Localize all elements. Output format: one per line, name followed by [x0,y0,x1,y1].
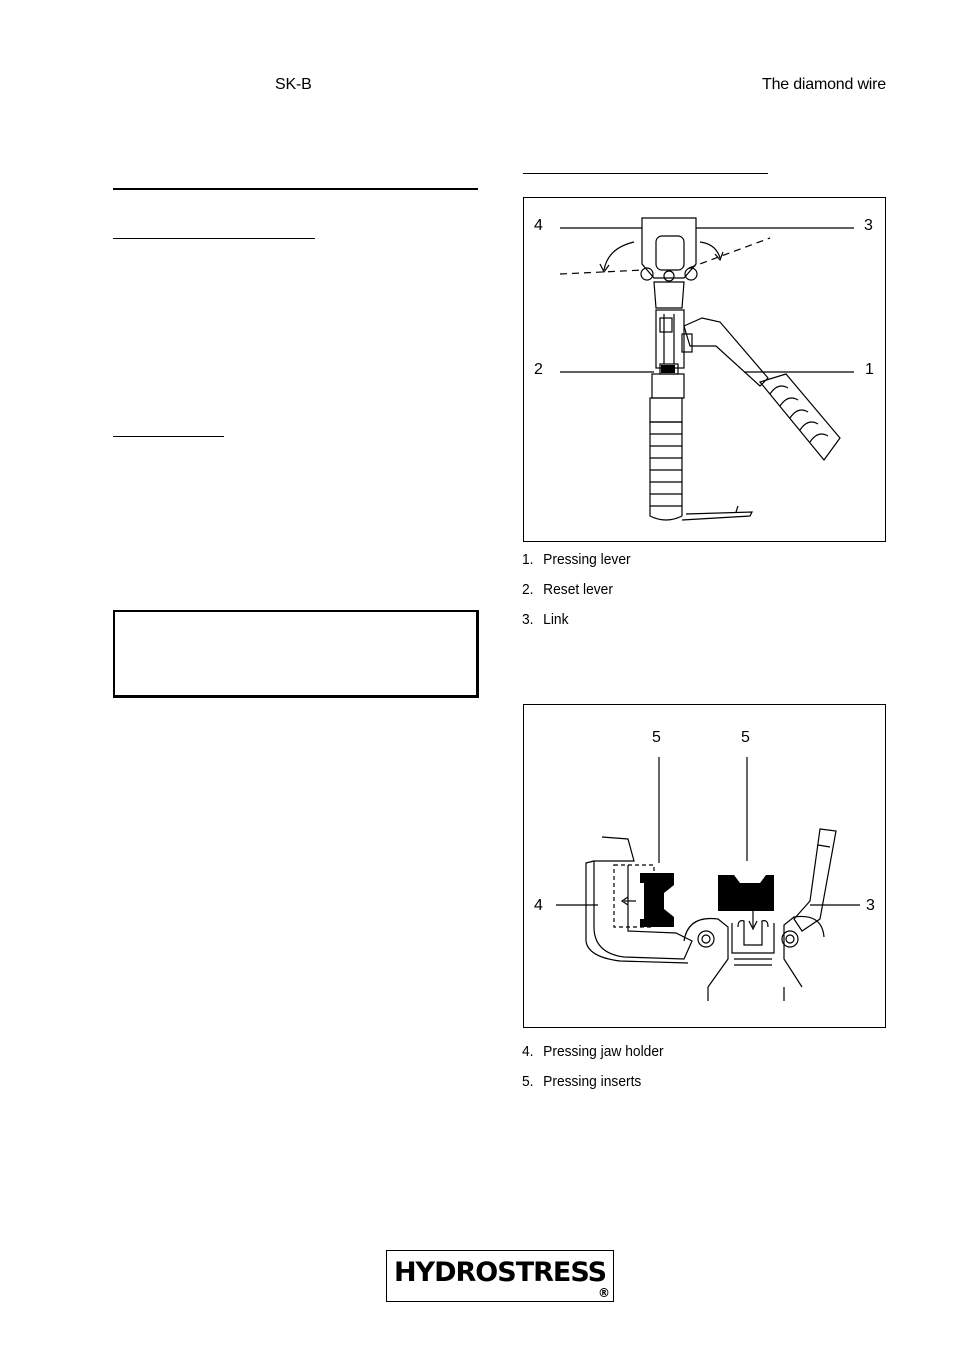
figure2-label-3: 3 [866,897,875,914]
caption-number: 4. [522,1043,534,1060]
figure-jaw-holder [523,704,886,1028]
figure1-label-3: 3 [864,217,873,234]
figure2-label-5a: 5 [652,729,661,746]
caption-number: 1. [522,551,534,568]
figure2-label-4: 4 [534,897,543,914]
caption-text: Reset lever [543,581,613,598]
caption-text: Pressing lever [543,551,631,568]
figure1-label-1: 1 [865,361,874,378]
logo-wordmark: HYDROSTRESS [393,1257,607,1288]
caption-number: 3. [522,611,534,628]
caption-number: 5. [522,1073,534,1090]
figure1-label-2: 2 [534,361,543,378]
caption-item [522,581,613,598]
figure1-label-4: 4 [534,217,543,234]
press-tool-drawing [524,198,887,543]
caption-number: 2. [522,581,534,598]
header-right: The diamond wire [762,76,886,93]
note-box [113,610,479,698]
caption-text: Pressing jaw holder [543,1043,664,1060]
jaw-holder-drawing [524,705,887,1029]
registered-mark: ® [598,1286,610,1300]
caption-item [522,1073,641,1090]
caption-text: Link [543,611,569,628]
caption-item [522,611,568,628]
subheading-rule [113,238,315,239]
header-left: SK-B [275,76,312,93]
section-rule [113,188,478,190]
figure-heading-rule [523,173,768,174]
subheading-rule-2 [113,436,224,437]
caption-item [522,551,631,568]
figure2-label-5b: 5 [741,729,750,746]
hydrostress-logo [386,1250,614,1302]
caption-text: Pressing inserts [543,1073,642,1090]
figure-press-tool [523,197,886,542]
caption-item [522,1043,664,1060]
